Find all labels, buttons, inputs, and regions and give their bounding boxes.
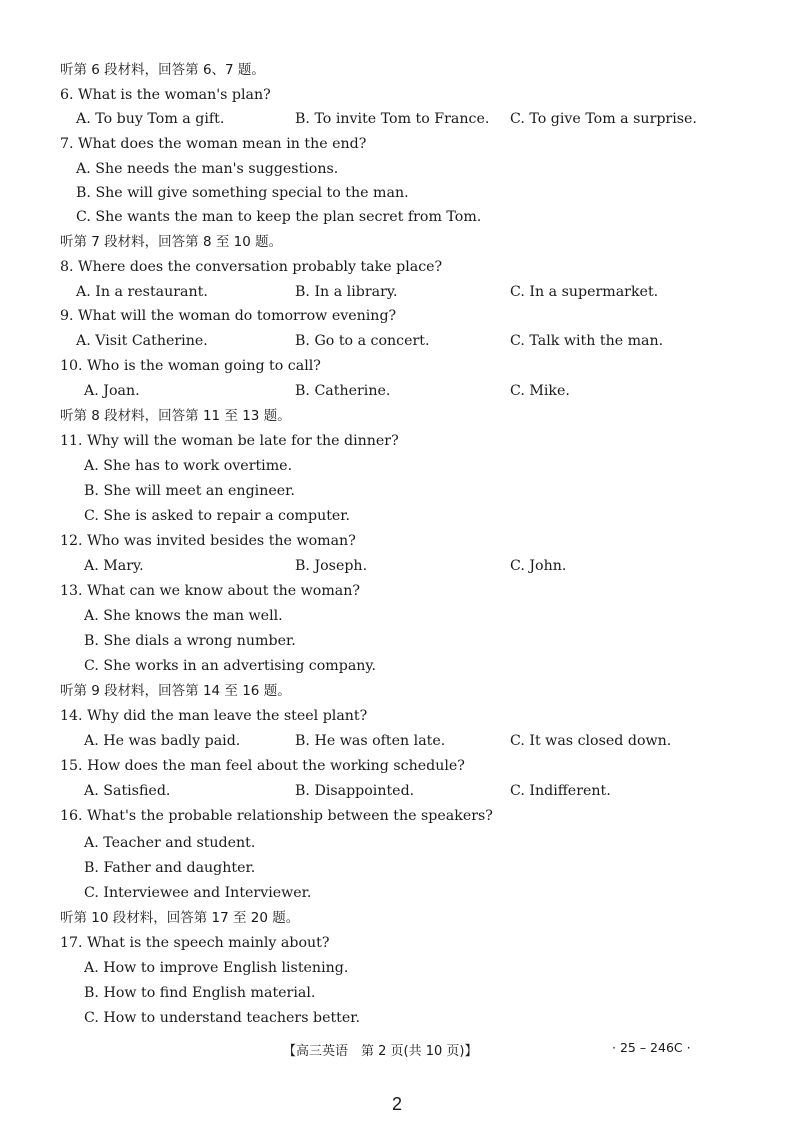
page-number: 2 bbox=[391, 1094, 402, 1114]
option-15a: A. Satisfied. bbox=[84, 783, 171, 799]
question-stem-12: 12. Who was invited besides the woman? bbox=[60, 533, 356, 549]
option-8b: B. In a library. bbox=[295, 284, 398, 300]
option-16b: B. Father and daughter. bbox=[84, 860, 256, 876]
question-stem-8: 8. Where does the conversation probably take place? bbox=[60, 259, 443, 275]
option-12a: A. Mary. bbox=[84, 558, 144, 574]
section-heading-6: 听第 6 段材料，回答第 6、7 题。 bbox=[60, 62, 265, 78]
option-10a: A. Joan. bbox=[84, 383, 140, 399]
question-stem-16: 16. What's the probable relationship between the speakers? bbox=[60, 808, 493, 824]
question-stem-14: 14. Why did the man leave the steel plant? bbox=[60, 708, 368, 724]
option-11a: A. She has to work overtime. bbox=[84, 458, 293, 474]
question-stem-9: 9. What will the woman do tomorrow evening? bbox=[60, 308, 397, 324]
option-11b: B. She will meet an engineer. bbox=[84, 483, 295, 499]
option-9b: B. Go to a concert. bbox=[295, 333, 430, 349]
question-stem-7: 7. What does the woman mean in the end? bbox=[60, 136, 367, 152]
section-heading-9: 听第 9 段材料，回答第 14 至 16 题。 bbox=[60, 683, 291, 699]
option-12b: B. Joseph. bbox=[295, 558, 368, 574]
section-heading-7: 听第 7 段材料，回答第 8 至 10 题。 bbox=[60, 234, 283, 250]
option-16a: A. Teacher and student. bbox=[84, 835, 256, 851]
option-7b: B. She will give something special to the man. bbox=[76, 185, 409, 201]
option-13a: A. She knows the man well. bbox=[84, 608, 283, 624]
question-stem-15: 15. How does the man feel about the working schedule? bbox=[60, 758, 465, 774]
option-8c: C. In a supermarket. bbox=[510, 284, 659, 300]
option-10c: C. Mike. bbox=[510, 383, 570, 399]
option-14a: A. He was badly paid. bbox=[84, 733, 241, 749]
option-6a: A. To buy Tom a gift. bbox=[76, 111, 225, 127]
option-13c: C. She works in an advertising company. bbox=[84, 658, 377, 674]
option-13b: B. She dials a wrong number. bbox=[84, 633, 296, 649]
option-17a: A. How to improve English listening. bbox=[84, 960, 349, 976]
option-14c: C. It was closed down. bbox=[510, 733, 672, 749]
option-12c: C. John. bbox=[510, 558, 567, 574]
option-11c: C. She is asked to repair a computer. bbox=[84, 508, 351, 524]
question-stem-17: 17. What is the speech mainly about? bbox=[60, 935, 330, 951]
footer-title: 【高三英语 第 2 页(共 10 页)】 bbox=[283, 1044, 478, 1059]
option-17c: C. How to understand teachers better. bbox=[84, 1010, 361, 1026]
question-stem-10: 10. Who is the woman going to call? bbox=[60, 358, 321, 374]
option-16c: C. Interviewee and Interviewer. bbox=[84, 885, 312, 901]
footer-code: · 25 – 246C · bbox=[612, 1040, 691, 1055]
option-15b: B. Disappointed. bbox=[295, 783, 415, 799]
option-9c: C. Talk with the man. bbox=[510, 333, 664, 349]
option-8a: A. In a restaurant. bbox=[76, 284, 208, 300]
option-7c: C. She wants the man to keep the plan secret from Tom. bbox=[76, 209, 482, 225]
option-15c: C. Indifferent. bbox=[510, 783, 611, 799]
question-stem-11: 11. Why will the woman be late for the dinner? bbox=[60, 433, 399, 449]
option-10b: B. Catherine. bbox=[295, 383, 391, 399]
question-stem-13: 13. What can we know about the woman? bbox=[60, 583, 361, 599]
question-stem-6: 6. What is the woman's plan? bbox=[60, 87, 271, 103]
option-7a: A. She needs the man's suggestions. bbox=[76, 161, 339, 177]
section-heading-10: 听第 10 段材料，回答第 17 至 20 题。 bbox=[60, 910, 300, 926]
option-14b: B. He was often late. bbox=[295, 733, 446, 749]
option-17b: B. How to find English material. bbox=[84, 985, 316, 1001]
option-6c: C. To give Tom a surprise. bbox=[510, 111, 697, 127]
option-9a: A. Visit Catherine. bbox=[76, 333, 208, 349]
section-heading-8: 听第 8 段材料，回答第 11 至 13 题。 bbox=[60, 408, 291, 424]
option-6b: B. To invite Tom to France. bbox=[295, 111, 490, 127]
